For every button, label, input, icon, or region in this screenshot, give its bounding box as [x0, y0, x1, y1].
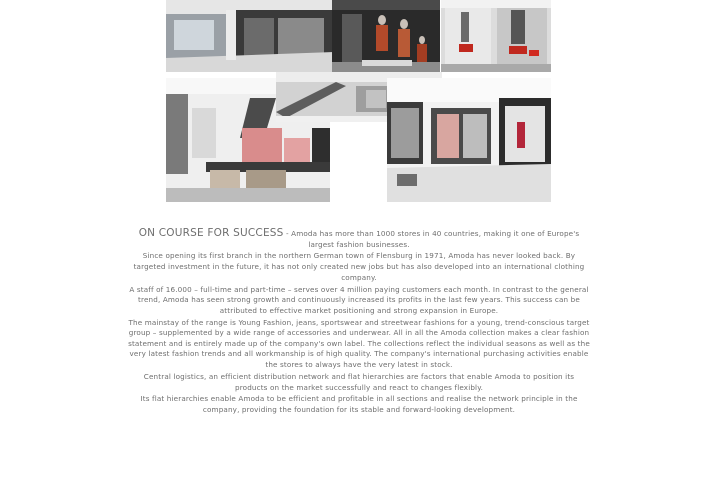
photo-bright-corridor [387, 78, 551, 202]
article-paragraph: Since opening its first branch in the northern German town of Flensburg in 1971, Amoda has never looked back. By targeted investment in the future, it has not only created new jobs but has also developed into an international clothing company. [133, 251, 585, 282]
article-paragraph: The mainstay of the range is Young Fashion, jeans, sportswear and streetwear fashions for a young, trend-conscious target group – supplemented by a wide range of accessories and underwear. All in all the Amoda collection makes a clear fashion statement and is entirely made up of the company's own label. The collections reflect the individual seasons as well as the very latest fashion trends and all workmanship is of high quality. The company's international purchasing activities enable the stores to always have the very latest in stock. [128, 317, 590, 370]
store-photo-collage [0, 0, 720, 210]
article-paragraph: A staff of 16.000 – full-time and part-time – serves over 4 million paying customers each month. In contrast to the general trend, Amoda has seen strong growth and continuously increased its profits in the last few years. This success can be attributed to effective market positioning and strong expansion in Europe. [129, 284, 589, 315]
article-text [128, 228, 590, 417]
photo-mall-storefront [166, 0, 334, 72]
article-intro: - Amoda has more than 1000 stores in 40 countries, making it one of Europe's largest fashion businesses. [283, 229, 580, 249]
article-paragraph: Central logistics, an efficient distribution network and flat hierarchies are factors that enable Amoda to position its products on the market successfully and react to changes flexibly. [143, 371, 575, 392]
photo-window-display [441, 0, 551, 72]
article-heading: ON COURSE FOR SUCCESS [138, 227, 284, 239]
article-paragraph: Its flat hierarchies enable Amoda to be efficient and profitable in all sections and realise the network principle in the company, providing the foundation for its stable and forward-looking development. [140, 394, 578, 414]
photo-mannequins [332, 0, 440, 78]
article-intro-paragraph [128, 228, 590, 250]
